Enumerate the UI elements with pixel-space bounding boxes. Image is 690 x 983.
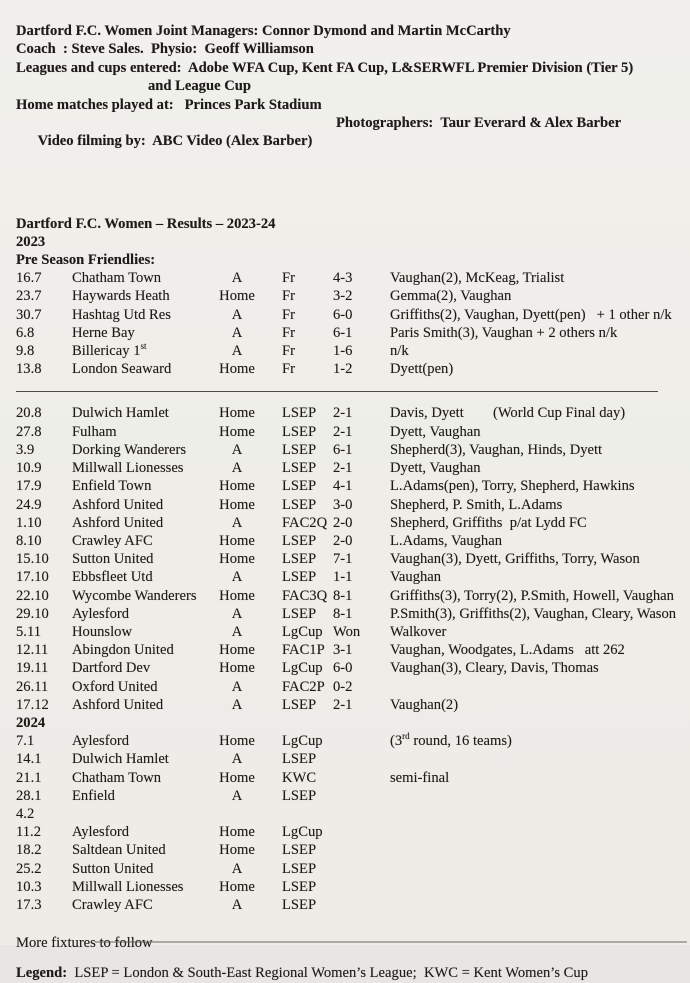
date-cell: 14.1 [16,751,42,768]
date-cell: 12.11 [16,642,49,659]
fixture-row [16,342,690,360]
date-cell: 3.9 [16,441,35,458]
scorers-cell: Paris Smith(3), Vaughan + 2 others n/k [390,324,618,341]
competition-cell: LSEP [282,551,317,568]
date-cell: 30.7 [16,306,42,323]
fixture-row [16,860,690,878]
venue-cell: A [231,343,243,360]
scorers-cell: P.Smith(3), Griffiths(2), Vaughan, Cleary, Wason [390,605,677,622]
date-cell: 8.10 [16,532,42,549]
home-ground-line: Home matches played at: Princes Park Stadium [16,96,322,113]
opponent-cell: Aylesford [72,605,130,622]
fixture-row [16,532,690,550]
date-cell: 16.7 [16,270,42,287]
competition-cell: LSEP [282,423,317,440]
venue-cell: A [231,678,243,695]
video-filming-credit: Video filming by: ABC Video (Alex Barber) [37,133,313,150]
scorers-cell [387,805,690,823]
competition-cell: LSEP [282,441,317,458]
opponent-cell: Chatham Town [72,769,162,786]
venue-cell [202,805,272,823]
scorers-cell [387,678,690,696]
scorers-cell: Shepherd(3), Vaughan, Hinds, Dyett [390,441,603,458]
competition-cell: LSEP [282,605,317,622]
scorers-cell: Vaughan [390,569,442,586]
scorers-cell: Vaughan(2), McKeag, Trialist [390,270,565,287]
opponent-cell: Hashtag Utd Res [72,306,171,323]
opponent-cell: Crawley AFC [72,532,153,549]
scorers-cell: Shepherd, Griffiths p/at Lydd FC [390,514,587,531]
score-cell: 6-0 [333,306,353,323]
score-cell [330,805,387,823]
score-cell: 2-1 [333,405,353,422]
score-cell: 0-2 [333,678,353,695]
photographers-credit: Photographers: Taur Everard & Alex Barber [336,115,622,132]
media-credits-line [16,114,690,188]
score-cell: 1-2 [333,361,353,378]
results-title: Dartford F.C. Women – Results – 2023-24 [16,215,276,232]
date-cell: 10.9 [16,460,42,477]
venue-cell: Home [219,423,255,440]
fixture-row [16,696,690,714]
scorers-cell: (3rd round, 16 teams) [390,731,512,750]
section-divider [16,391,658,392]
opponent-cell: Wycombe Wanderers [72,587,197,604]
venue-cell: A [231,751,243,768]
fixture-row [16,732,690,750]
fixture-row [16,623,690,641]
competition-cell: LSEP [282,460,317,477]
venue-cell: A [231,441,243,458]
coach-physio-line: Coach : Steve Sales. Physio: Geoff Williamson [16,41,314,58]
opponent-cell: Sutton United [72,551,154,568]
venue-cell: Home [219,496,255,513]
venue-cell: Home [219,587,255,604]
opponent-cell: Enfield Town [72,478,152,495]
date-cell: 17.10 [16,569,49,586]
competition-cell: LSEP [282,569,317,586]
score-cell: Won [333,623,361,640]
competition-cell: LSEP [282,696,317,713]
score-cell: 4-3 [333,270,353,287]
date-cell: 13.8 [16,361,42,378]
competition-cell: LgCup [282,660,323,677]
competition-cell: LSEP [282,405,317,422]
opponent-cell: London Seaward [72,361,172,378]
legend-line [16,964,690,982]
opponent-cell: Aylesford [72,824,130,841]
venue-cell: Home [219,361,255,378]
date-cell: 23.7 [16,288,42,305]
competition-cell: FAC3Q [282,587,328,604]
scorers-cell [387,860,690,878]
opponent-cell: Oxford United [72,678,158,695]
venue-cell: Home [219,878,255,895]
fixture-row [16,605,690,623]
venue-cell: A [231,623,243,640]
fixture-row [16,568,690,586]
leagues-entered-continuation: and League Cup [148,78,251,95]
date-cell: 26.11 [16,678,49,695]
opponent-cell: Saltdean United [72,842,166,859]
score-cell [330,878,387,896]
opponent-cell: Abingdon United [72,642,174,659]
venue-cell: A [231,324,243,341]
competition-cell: LSEP [282,478,317,495]
date-cell: 21.1 [16,769,42,786]
opponent-cell: Ashford United [72,514,164,531]
opponent-cell: Billericay 1st [72,341,147,360]
score-cell: 4-1 [333,478,353,495]
competition-cell: LgCup [282,824,323,841]
date-cell: 17.9 [16,478,42,495]
fixture-row [16,805,690,823]
competition-cell: FAC2Q [282,514,328,531]
year-heading-2023: 2023 [16,233,46,250]
scorers-cell: L.Adams, Vaughan [390,532,503,549]
fixture-row [16,269,690,287]
legend-text: LSEP = London & South-East Regional Women’s League; KWC = Kent Women’s Cup [67,965,589,982]
scorers-cell: Dyett, Vaughan [390,460,481,477]
year-heading-2024: 2024 [16,714,46,731]
date-cell: 15.10 [16,551,49,568]
date-cell: 4.2 [16,805,35,822]
competition-cell: Fr [282,361,295,378]
opponent-cell [72,805,202,823]
venue-cell: A [231,270,243,287]
fixture-row [16,896,690,914]
venue-cell: Home [219,405,255,422]
fixture-row [16,287,690,305]
venue-cell: A [231,306,243,323]
score-cell: 2-1 [333,423,353,440]
venue-cell: A [231,569,243,586]
competition-cell: LgCup [282,733,323,750]
competition-cell: Fr [282,306,295,323]
scorers-cell: Vaughan(2) [390,696,459,713]
score-cell: 6-1 [333,324,353,341]
opponent-cell: Hounslow [72,623,132,640]
score-cell: 3-2 [333,288,353,305]
opponent-cell: Haywards Heath [72,288,170,305]
competition-cell: LSEP [282,496,317,513]
venue-cell: Home [219,842,255,859]
opponent-cell: Sutton United [72,860,154,877]
score-cell: 2-1 [333,696,353,713]
date-cell: 10.3 [16,878,42,895]
venue-cell: A [231,860,243,877]
venue-cell: Home [219,532,255,549]
score-cell: 6-1 [333,441,353,458]
team-info-header [16,22,690,188]
score-cell [330,896,387,914]
score-cell: 1-1 [333,569,353,586]
competition-cell: Fr [282,288,295,305]
opponent-cell: Dulwich Hamlet [72,751,169,768]
fixture-row [16,823,690,841]
fixture-row [16,306,690,324]
opponent-cell: Ashford United [72,696,164,713]
fixture-row [16,878,690,896]
venue-cell: A [231,460,243,477]
scorers-cell: Dyett, Vaughan [390,423,481,440]
scorers-cell [387,750,690,768]
results-section [16,215,690,915]
competition-cell: LSEP [282,878,317,895]
scan-edge-artifact [95,941,687,943]
fixture-row [16,441,690,459]
competition-cell: LSEP [282,751,317,768]
date-cell: 18.2 [16,842,42,859]
opponent-cell: Fulham [72,423,117,440]
competition-cell [272,805,330,823]
score-cell [330,860,387,878]
competition-cell: LSEP [282,787,317,804]
fixture-row [16,496,690,514]
leagues-entered-line: Leagues and cups entered: Adobe WFA Cup, Kent FA Cup, L&SERWFL Premier Division (Tier 5) [16,59,634,76]
score-cell [330,750,387,768]
competition-cell: KWC [282,769,317,786]
date-cell: 25.2 [16,860,42,877]
score-cell: 6-0 [333,660,353,677]
fixture-row [16,459,690,477]
date-cell: 7.1 [16,733,35,750]
score-cell [330,841,387,859]
scorers-cell: Davis, Dyett (World Cup Final day) [390,405,626,422]
scorers-cell [387,823,690,841]
venue-cell: A [231,896,243,913]
competition-cell: LSEP [282,842,317,859]
scorers-cell: Griffiths(2), Vaughan, Dyett(pen) + 1 other n/k [390,306,672,323]
venue-cell: Home [219,733,255,750]
scorers-cell: Walkover [390,623,447,640]
score-cell [330,823,387,841]
scorers-cell [387,841,690,859]
fixture-row [16,514,690,532]
score-cell: 7-1 [333,551,353,568]
venue-cell: Home [219,478,255,495]
opponent-cell: Millwall Lionesses [72,460,184,477]
date-cell: 29.10 [16,605,49,622]
opponent-cell: Enfield [72,787,115,804]
fixture-row [16,659,690,677]
score-cell [330,769,387,787]
date-cell: 28.1 [16,787,42,804]
opponent-cell: Dulwich Hamlet [72,405,169,422]
score-cell: 1-6 [333,343,353,360]
competition-cell: LSEP [282,532,317,549]
scorers-cell [387,896,690,914]
venue-cell: Home [219,660,255,677]
scorers-cell: Griffiths(3), Torry(2), P.Smith, Howell, Vaughan [390,587,674,604]
fixture-row [16,841,690,859]
fixture-row [16,477,690,495]
venue-cell: A [231,514,243,531]
date-cell: 17.3 [16,896,42,913]
fixture-row [16,550,690,568]
preseason-heading: Pre Season Friendlies: [16,252,156,269]
preseason-fixture-list [16,269,690,378]
opponent-cell: Crawley AFC [72,896,153,913]
scorers-cell: Vaughan, Woodgates, L.Adams att 262 [390,642,625,659]
opponent-cell: Chatham Town [72,270,162,287]
score-cell: 2-1 [333,460,353,477]
score-cell [330,787,387,805]
fixture-row [16,423,690,441]
venue-cell: Home [219,642,255,659]
venue-cell: A [231,605,243,622]
venue-cell: A [231,787,243,804]
competition-cell: FAC1P [282,642,325,659]
venue-cell: Home [219,824,255,841]
competition-cell: Fr [282,343,295,360]
fixture-row [16,404,690,422]
season-fixture-list [16,404,690,914]
opponent-cell: Millwall Lionesses [72,878,184,895]
scorers-cell: semi-final [390,769,450,786]
score-cell: 2-0 [333,514,353,531]
competition-cell: LSEP [282,860,317,877]
fixture-row [16,769,690,787]
fixture-row [16,641,690,659]
fixture-row [16,750,690,768]
competition-cell: LgCup [282,623,323,640]
date-cell: 9.8 [16,343,35,360]
fixture-row [16,678,690,696]
competition-cell: FAC2P [282,678,325,695]
date-cell: 27.8 [16,423,42,440]
competition-cell: Fr [282,270,295,287]
opponent-cell: Ebbsfleet Utd [72,569,153,586]
venue-cell: Home [219,551,255,568]
date-cell: 11.2 [16,824,41,841]
competition-cell: LSEP [282,896,317,913]
score-cell [330,732,387,750]
legend-label: Legend: [16,965,68,982]
fixture-row [16,787,690,805]
opponent-cell: Dorking Wanderers [72,441,187,458]
scorers-cell: Gemma(2), Vaughan [390,288,512,305]
scorers-cell [387,878,690,896]
score-cell: 2-0 [333,532,353,549]
score-cell: 8-1 [333,605,353,622]
score-cell: 8-1 [333,587,353,604]
date-cell: 19.11 [16,660,49,677]
scorers-cell: Vaughan(3), Cleary, Davis, Thomas [390,660,599,677]
fixture-row [16,324,690,342]
scorers-cell: Vaughan(3), Dyett, Griffiths, Torry, Wason [390,551,640,568]
date-cell: 1.10 [16,514,42,531]
venue-cell: A [231,696,243,713]
date-cell: 6.8 [16,324,35,341]
fixture-row [16,360,690,378]
scorers-cell: Shepherd, P. Smith, L.Adams [390,496,563,513]
scorers-cell: L.Adams(pen), Torry, Shepherd, Hawkins [390,478,635,495]
more-fixtures-note: More fixtures to follow [16,935,153,952]
fixture-row [16,587,690,605]
scorers-cell: n/k [390,343,409,360]
date-cell: 24.9 [16,496,42,513]
competition-cell: Fr [282,324,295,341]
scorers-cell: Dyett(pen) [390,361,454,378]
opponent-cell: Herne Bay [72,324,135,341]
score-cell: 3-0 [333,496,353,513]
opponent-cell: Dartford Dev [72,660,151,677]
score-cell: 3-1 [333,642,353,659]
date-cell: 17.12 [16,696,49,713]
scorers-cell [387,787,690,805]
managers-line: Dartford F.C. Women Joint Managers: Connor Dymond and Martin McCarthy [16,23,511,39]
venue-cell: Home [219,288,255,305]
date-cell: 5.11 [16,623,41,640]
opponent-cell: Ashford United [72,496,164,513]
date-cell: 20.8 [16,405,42,422]
venue-cell: Home [219,769,255,786]
date-cell: 22.10 [16,587,49,604]
opponent-cell: Aylesford [72,733,130,750]
